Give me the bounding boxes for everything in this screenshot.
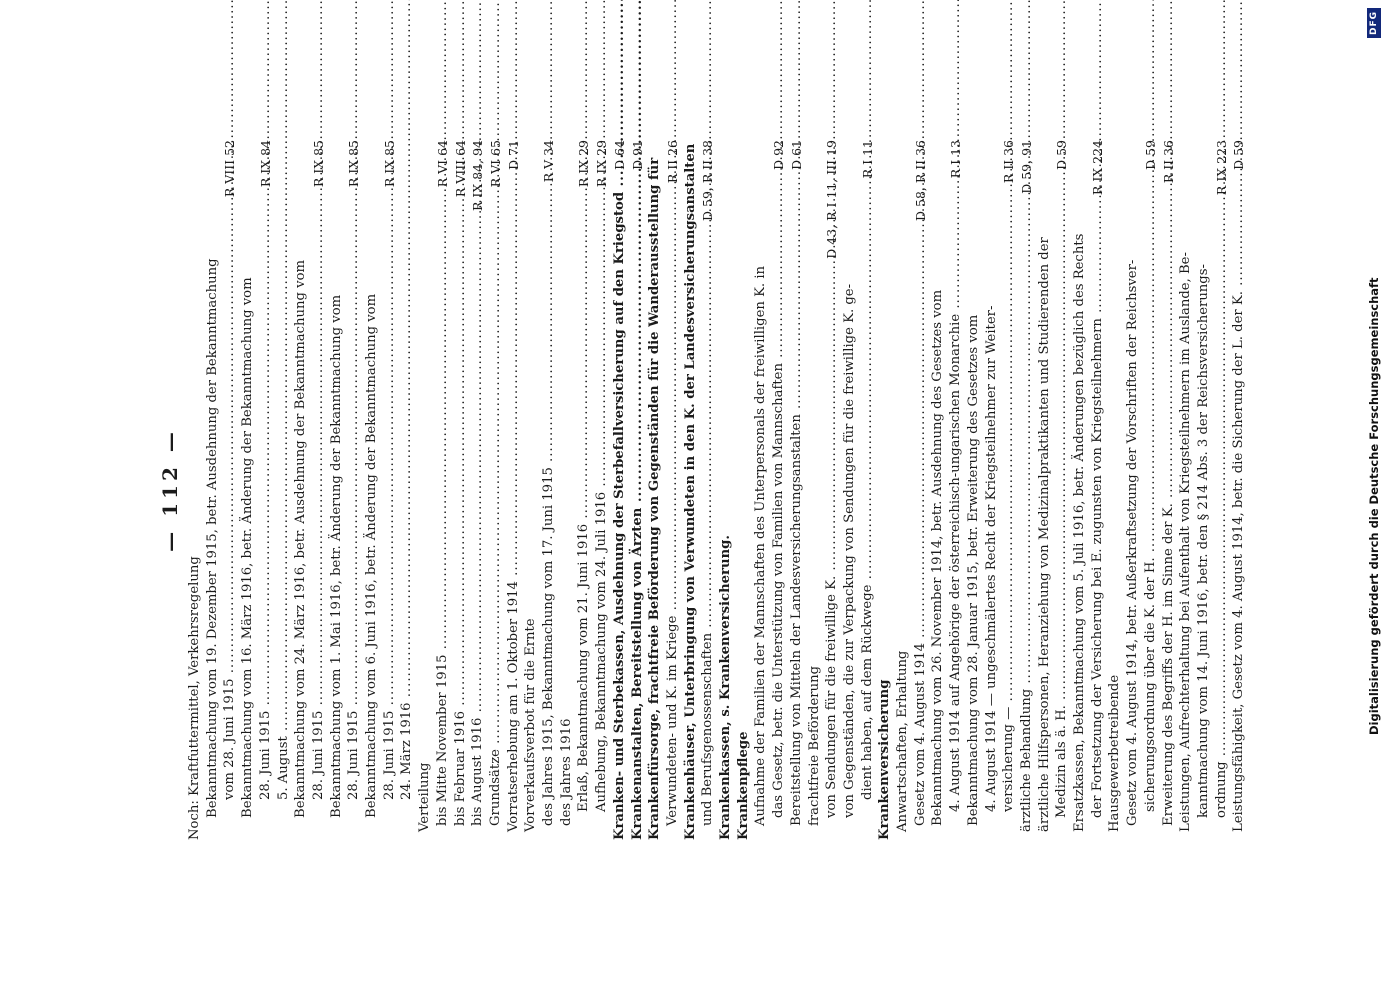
entry-text: Erlaß, Bekanntmachung vom 21. Juni 1916 ..... [577, 252, 590, 812]
entry-text: dient haben, auf dem Rückwege ..... [861, 240, 874, 800]
entry-text: Gesetz vom 4. August 1914, betr. Außerkraftsetzung der Vorschriften der Reichsver- [1125, 259, 1141, 826]
entry-text: sicherungsordnung über die K. der H. ..... [1144, 252, 1157, 812]
entry-text: das Gesetz, betr. die Unterstützung von Familien von Mannschaften ..... [772, 258, 785, 818]
entry-reference: R IX 29 [576, 140, 592, 188]
entry-text: 4. August 1914 auf Angehörige der österreichisch-ungarischen Monarchie ..... [949, 252, 962, 812]
entry-reference: R V 34 [541, 140, 556, 183]
entry-text: von Gegenständen, die zur Verpackung von Sendungen für die freiwillige K. ge- [841, 283, 857, 818]
index-entry [1232, 140, 1262, 840]
entry-reference: D 59 [1142, 140, 1158, 170]
entry-text: kanntmachung vom 14. Juni 1916, betr. den § 214 Abs. 3 der Reichsversicherungs- [1195, 264, 1211, 818]
digitization-note [1364, 0, 1383, 1000]
entry-reference: D 58, R II 36 [912, 140, 928, 221]
entry-text: Erweiterung des Begriffs der H. im Sinne der K. ..... [1162, 266, 1175, 826]
entry-reference: R IX 85 [310, 140, 326, 188]
entry-text: Krankenanstalten, Bereitstellung von Ärzten ..... [631, 280, 644, 840]
entry-text: Bekanntmachung vom 6. Juni 1916, betr. Änderung der Bekanntmachung vom [364, 293, 379, 818]
entry-text: Vorratserhebung am 1. Oktober 1914 ..... [507, 272, 520, 832]
entry-text: bis Februar 1916 ..... [454, 266, 467, 826]
entry-text: Leistungsfähigkeit, Gesetz vom 4. August 1914, betr. die Sicherung der L. der K. ..... [1232, 272, 1245, 832]
entry-text: Leistungen, Aufrechterhaltung bei Aufenthalt von Kriegsteilnehmern im Auslande, Be- [1178, 252, 1194, 832]
entry-text: frachtfreie Beförderung [806, 665, 822, 826]
entry-text: ärztliche Behandlung ..... [1020, 272, 1033, 832]
entry-text: ärztliche Hilfspersonen, Heranziehung von Medizinalpraktikanten und Studierenden der [1036, 237, 1052, 832]
entry-reference: R II 26 [664, 140, 680, 184]
entry-reference: D 59 [1054, 140, 1070, 170]
entry-text: Verwundeten- und K. im Kriege ..... [666, 266, 679, 826]
entry-text: Bereitstellung von Mitteln der Landesversicherungsanstalten ..... [790, 266, 803, 826]
entry-reference: D 59 [1231, 140, 1247, 170]
entry-text: Aufhebung, Bekanntmachung vom 24. Juli 1916 ..... [595, 252, 608, 812]
entry-text: 28. Juni 1915 ..... [312, 240, 325, 800]
digitization-credit: Digitalisierung gefördert durch die Deutsche Forschungsgemeinschaft [1367, 277, 1381, 735]
entry-text: Krankenhäuser, Unterbringung von Verwundeten in den K. der Landesversicherungsanstalten [682, 143, 698, 840]
entry-text: Ersatzkassen, Bekanntmachung vom 5. Juli 1916, betr. Änderungen bezüglich des Rechts [1072, 233, 1087, 832]
entry-reference: R VI 64 [434, 140, 450, 188]
entry-reference: R II 36 [1001, 140, 1017, 184]
entry-text: Medizin als ä. H. ..... [1055, 258, 1068, 818]
page-header: — 112 — [158, 428, 182, 552]
entry-text: Vorverkaufsverbot für die Ernte [523, 618, 539, 832]
entry-reference: D 91 [629, 140, 645, 170]
entry-reference: D 61 [788, 140, 804, 170]
entry-text: Anwartschaften, Erhaltung [895, 650, 910, 832]
entry-reference: R IX 84, 94 [470, 140, 486, 211]
entry-text: und Berufsgenossenschaften ..... [701, 266, 714, 826]
entry-text: 5. August ..... [277, 240, 290, 800]
entry-reference: D 43, R I 11, III 19 [824, 140, 840, 259]
entry-reference: R IX 84 [257, 140, 273, 188]
entry-reference: R IX 223 [1213, 140, 1229, 196]
entry-reference: R II 36 [1160, 140, 1176, 184]
entry-text: Krankenkassen, s. Krankenversicherung. [718, 535, 733, 840]
entry-text: Krankenpflege [735, 731, 751, 840]
entry-text: Gesetz vom 4. August 1914 ..... [914, 266, 927, 826]
entry-text: Noch: Kraftfuttermittel, Verkehrsregelung [187, 556, 202, 840]
entry-reference: R IX 85 [346, 140, 362, 188]
entry-reference: R I 11 [859, 140, 875, 179]
entry-text: Krankenversicherung [877, 679, 893, 840]
entry-text: ordnung ..... [1215, 258, 1228, 818]
entry-reference: R IX 29 [594, 140, 610, 188]
entry-text: 4. August 1914 — ungeschmälertes Recht der Kriegsteilnehmer zur Weiter- [983, 305, 999, 812]
index-list [168, 140, 1247, 840]
entry-text: Bekanntmachung vom 26. November 1914, betr. Ausdehnung des Gesetzes vom [930, 289, 946, 826]
entry-text: Verteilung [417, 762, 433, 832]
entry-reference: D 92 [771, 140, 787, 170]
entry-text: Bekanntmachung vom 24. März 1916, betr. Ausdehnung der Bekanntmachung vom [293, 259, 309, 818]
entry-text: der Fortsetzung der Versicherung bei E. zugunsten von Kriegsteilnehmern ..... [1091, 258, 1104, 818]
entry-text: Bekanntmachung vom 19. Dezember 1915, betr. Ausdehnung der Bekanntmachung [204, 258, 220, 818]
entry-text: versicherung — ..... [1002, 252, 1015, 812]
entry-text: 28. Juni 1915 ..... [259, 240, 272, 800]
entry-reference: R I 13 [948, 140, 964, 179]
entry-text: Bekanntmachung vom 1. Mai 1916, betr. Änderung der Bekanntmachung vom [328, 294, 344, 818]
entry-text: Kranken- und Sterbekassen, Ausdehnung der Sterbefallversicherung auf den Kriegstod ..... [613, 280, 626, 840]
entry-reference: R VIII 52 [222, 140, 238, 198]
entry-text: des Jahres 1915, Bekanntmachung vom 17. Juni 1915 ..... [542, 266, 555, 826]
entry-reference: R VI 65 [487, 140, 503, 188]
entry-reference: R VIII 64 [452, 140, 468, 198]
entry-text: Aufnahme der Familien der Mannschaften des Unterpersonals der freiwilligen K. in [753, 265, 769, 826]
entry-text: Krankenfürsorge, frachtfreie Beförderung von Gegenständen für die Wanderausstellung für [647, 157, 663, 840]
entry-reference: R IX 85 [381, 140, 397, 188]
entry-text: Hausgewerbetreibende [1107, 674, 1123, 832]
entry-text: von Sendungen für die freiwillige K. ..... [825, 258, 838, 818]
dfg-logo [1367, 8, 1381, 38]
entry-reference: D 59, R II 38 [700, 140, 716, 221]
entry-text: 24. März 1916 ..... [400, 240, 413, 800]
entry-text: bis Mitte November 1915 ..... [436, 266, 449, 826]
entry-text: 28. Juni 1915 ..... [347, 240, 360, 800]
entry-text: Grundsätze ..... [489, 266, 502, 826]
rotated-page [158, 140, 1247, 840]
entry-text: Bekanntmachung vom 28. Januar 1915, betr. Erweiterung des Gesetzes vom [965, 314, 981, 826]
entry-text: bis August 1916 ..... [471, 266, 484, 826]
entry-reference: D 59, 91 [1018, 140, 1034, 194]
entry-reference: R IX 224 [1089, 140, 1105, 196]
entry-text: vom 28. Juni 1915 ..... [223, 240, 236, 800]
entry-text: Bekanntmachung vom 16. März 1916, betr. Änderung der Bekanntmachung vom [240, 277, 256, 818]
entry-reference: D 71 [505, 140, 521, 170]
dfg-logo-text: DFG [1369, 10, 1380, 36]
entry-reference: D 64 [611, 140, 627, 170]
entry-text: 28. Juni 1915 ..... [383, 240, 396, 800]
entry-text: des Jahres 1916 [558, 718, 574, 826]
